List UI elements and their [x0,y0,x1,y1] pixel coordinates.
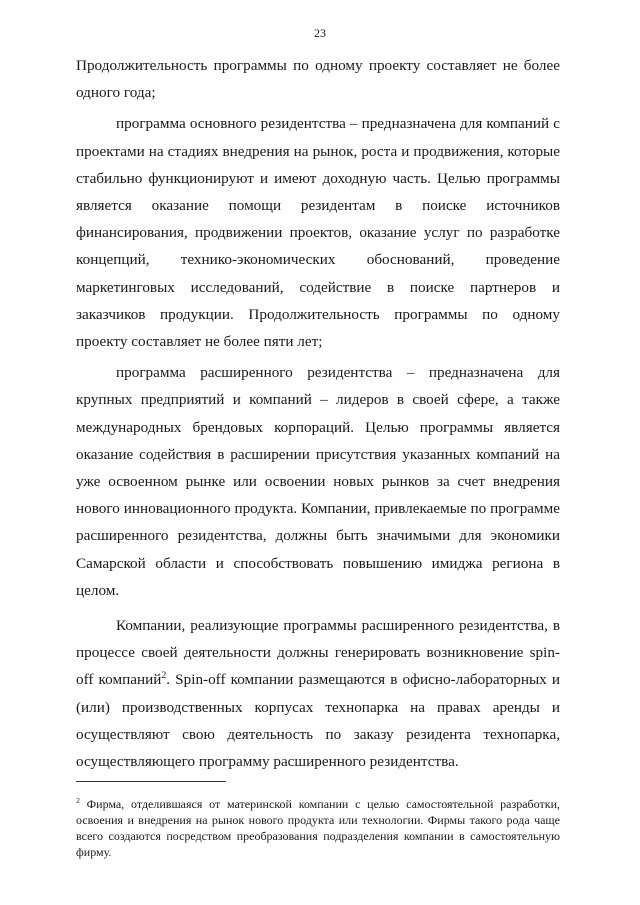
footnote-reference: 2 [161,670,167,682]
footnote-text: Фирма, отделившаяся от материнской компании с целью самостоятельной разработки, освоения и внедрения на рынок нового продукта или технологии. Фирмы такого рода чаще всего создаются посредством преобразования подразделения компании в самостоятельную фирму. [76,797,560,859]
document-body [76,52,560,775]
footnote-separator [76,781,226,782]
footnote-number: 2 [76,796,80,805]
paragraph-extended-residency: программа расширенного резидентства – предназначена для крупных предприятий и компаний – лидеров в своей сфере, а также международных брендовых корпораций. Целью программы является оказание содействия в расширении присутствия указанных компаний на уже освоенном рынке или освоении новых рынков за счет внедрения нового инновационного продукта. Компании, привлекаемые по программе расширенного резидентства, должны быть значимыми для экономики Самарской области и способствовать повышению имиджа региона в целом. [76,364,560,599]
paragraph-spin-off-text-after: . Spin-off компании размещаются в офисно-лабораторных и (или) производственных корпусах технопарка на правах аренды и осуществляют свою деятельность по заказу резидента технопарка, осуществляющего программу расширенного резидентства. [76,671,560,771]
paragraph-spin-off [76,612,560,775]
paragraph-spin-off-text-before: Компании, реализующие программы расширенного резидентства, в процессе своей деятельности должны генерировать возникновение spin-off компаний [76,617,560,689]
footnote [76,796,560,860]
page-number: 23 [314,26,326,40]
paragraph-continuation: Продолжительность программы по одному проекту составляет не более одного года; [76,57,560,102]
paragraph-basic-residency: программа основного резидентства – предназначена для компаний с проектами на стадиях внедрения на рынок, роста и продвижения, которые стабильно функционируют и имеют доходную часть. Целью программы является оказание помощи резидентам в поиске источников финансирования, продвижении проектов, оказание услуг по разработке концепций, технико-экономических обоснований, проведение маркетинговых исследований, содействие в поиске партнеров и заказчиков продукции. Продолжительность программы по одному проекту составляет не более пяти лет; [76,115,560,351]
